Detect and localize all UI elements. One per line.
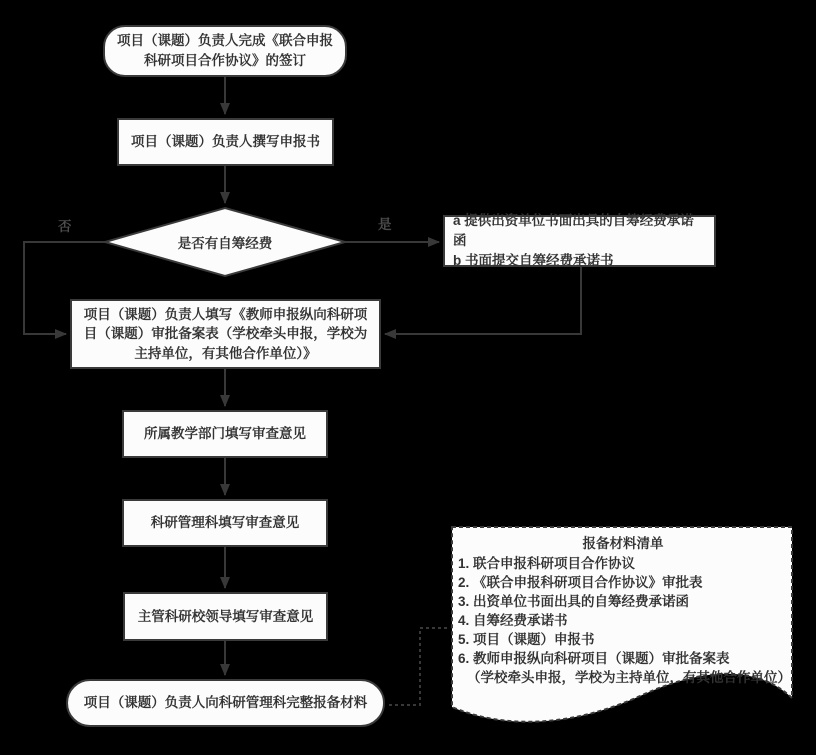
node-decision (105, 208, 345, 276)
node-start (103, 25, 347, 77)
node-write-proposal (117, 118, 334, 166)
connector-end-to-document-dashed (389, 628, 450, 705)
node-self-fund-actions (443, 212, 716, 269)
node-dept-review-label: 所属教学部门填写审查意见 (144, 426, 306, 442)
self-fund-action-b: b 书面提交自筹经费承诺书 (453, 253, 614, 269)
self-fund-action-a: a 提供出资单位书面出具的自筹经费承诺函 (453, 212, 694, 248)
document-list-item: 2. 《联合申报科研项目合作协议》审批表 (458, 575, 703, 590)
node-end (66, 679, 385, 727)
node-write-proposal-label: 项目（课题）负责人撰写申报书 (131, 134, 320, 150)
node-start-label: 项目（课题）负责人完成《联合申报科研项目合作协议》的签订 (117, 33, 333, 68)
document-list-item: 4. 自筹经费承诺书 (458, 613, 568, 628)
node-sci-mgmt-review (122, 499, 328, 547)
document-checklist (458, 534, 791, 687)
node-dept-review (122, 410, 328, 458)
node-leader-review (123, 592, 328, 641)
document-title: 报备材料清单 (582, 536, 664, 551)
node-leader-review-label: 主管科研校领导填写审查意见 (137, 608, 314, 624)
document-item-list (458, 554, 791, 687)
connector-actions-to-form (385, 267, 581, 334)
branch-label-yes: 是 (378, 217, 392, 232)
node-decision-label: 是否有自筹经费 (177, 236, 273, 251)
document-list-item: （学校牵头申报，学校为主持单位，有其他合作单位） (467, 670, 791, 685)
node-sci-mgmt-review-label: 科研管理科填写审查意见 (150, 515, 300, 531)
document-list-item: 6. 教师申报纵向科研项目（课题）审批备案表 (458, 651, 730, 666)
branch-label-no: 否 (58, 219, 72, 234)
node-fill-record-form-label: 项目（课题）负责人填写《教师申报纵向科研项目（课题）审批备案表（学校牵头申报，学校为主持单位，有其他合作单位）》 (83, 306, 368, 361)
node-fill-record-form (70, 299, 381, 369)
document-list-item: 5. 项目（课题）申报书 (458, 632, 595, 647)
document-list-item: 3. 出资单位书面出具的自筹经费承诺函 (458, 594, 690, 609)
document-list-item: 1. 联合申报科研项目合作协议 (458, 556, 636, 571)
node-end-label: 项目（课题）负责人向科研管理科完整报备材料 (83, 695, 368, 711)
